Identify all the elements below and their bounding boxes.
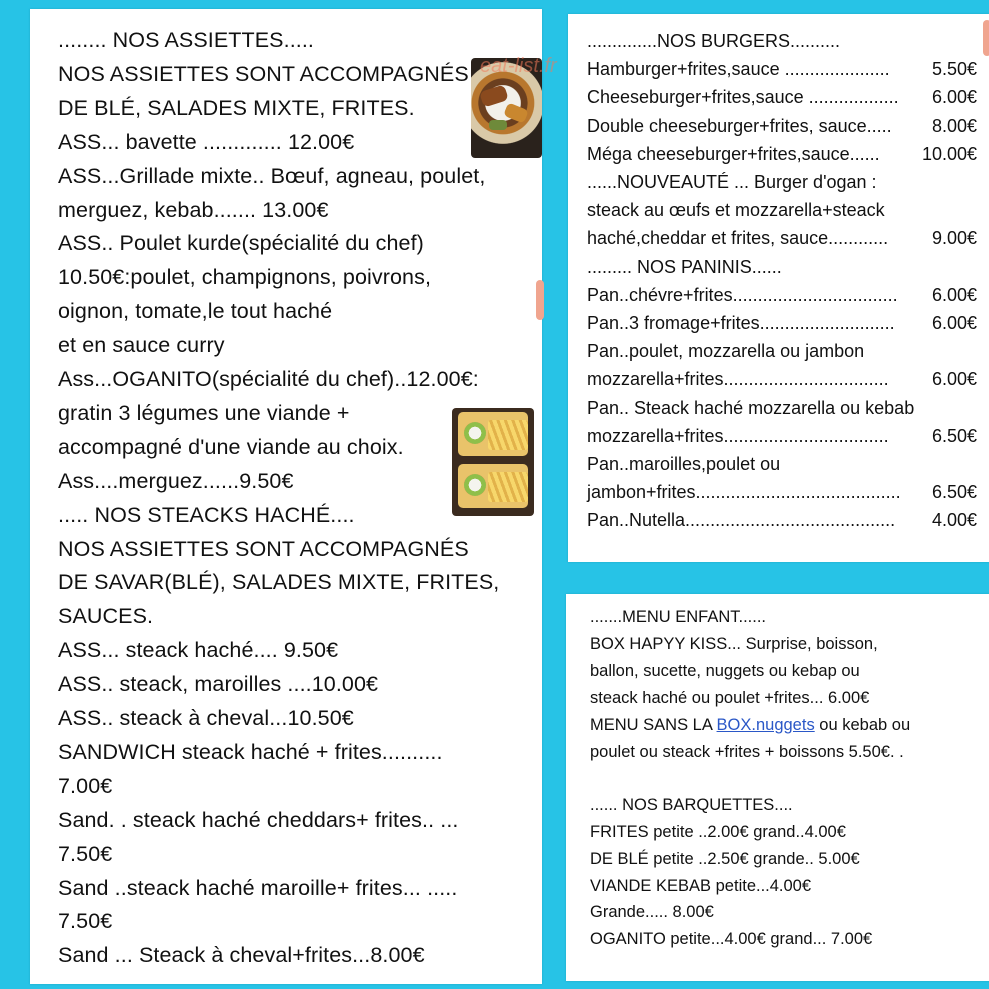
- assiettes-line: Sand. . steack haché cheddars+ frites.. ...: [58, 807, 459, 832]
- burger-menu-item-text: Pan..chévre+frites.................................: [587, 284, 898, 305]
- barquettes-title: ...... NOS BARQUETTES....: [590, 796, 793, 814]
- assiettes-line: ASS... steack haché.... 9.50€: [58, 638, 339, 663]
- barquette-line: Grande..... 8.00€: [590, 903, 714, 922]
- burger-menu-item-text: Pan..maroilles,poulet ou: [587, 454, 781, 474]
- menu-panel-enfant-barquettes: [566, 594, 989, 981]
- burger-menu-item-price: 6.00€: [931, 369, 977, 390]
- burger-menu-row: [587, 510, 983, 531]
- assiettes-line: accompagné d'une viande au choix.: [58, 434, 404, 459]
- burger-menu-item-price: 6.50€: [931, 482, 977, 503]
- burger-menu-item-text: Pan..3 fromage+frites...........................: [587, 313, 895, 333]
- burger-menu-item-text: haché,cheddar et frites, sauce............: [587, 228, 889, 249]
- decorative-tab: [536, 280, 544, 320]
- assiettes-line: DE BLÉ, SALADES MIXTE, FRITES.: [58, 95, 415, 120]
- barquette-line: VIANDE KEBAB petite...4.00€: [590, 876, 812, 895]
- burger-menu-row: [587, 31, 983, 52]
- burger-menu-row: [587, 369, 983, 390]
- burger-menu-item-price: 9.00€: [931, 228, 977, 249]
- assiettes-line: oignon, tomate,le tout haché: [58, 299, 333, 324]
- burger-menu-item-text: jambon+frites.........................................: [587, 482, 901, 503]
- assiettes-line: ASS.. steack, maroilles ....10.00€: [58, 672, 379, 697]
- assiettes-line: 7.50€: [58, 841, 113, 866]
- barquette-line: FRITES petite ..2.00€ grand..4.00€: [590, 823, 846, 841]
- menu-sans-box-line-1: [590, 716, 910, 735]
- burger-menu-row: [587, 482, 983, 503]
- box-happy-kiss-line-2: ballon, sucette, nuggets ou kebap ou: [590, 662, 860, 680]
- burger-menu-row: [587, 116, 983, 137]
- burger-menu-row: [587, 426, 983, 447]
- burger-menu-item-text: Hamburger+frites,sauce .....................: [587, 59, 890, 80]
- menu-panel-burgers-paninis: [568, 14, 989, 562]
- burger-menu-row: [587, 454, 983, 475]
- burger-menu-item-text: mozzarella+frites.................................: [587, 369, 889, 390]
- burger-menu-row: [587, 341, 983, 362]
- assiettes-line: 7.00€: [58, 773, 113, 798]
- burger-menu-item-price: 6.50€: [931, 425, 977, 446]
- burger-menu-row: [587, 172, 983, 193]
- assiettes-line: Ass....merguez......9.50€: [58, 468, 294, 493]
- burger-menu-item-price: 8.00€: [931, 115, 977, 136]
- burger-menu-item-text: ......NOUVEAUTÉ ... Burger d'ogan :: [587, 172, 877, 192]
- assiettes-line: Sand ... Steack à cheval+frites...8.00€: [58, 943, 425, 968]
- burger-menu-row: [587, 257, 983, 278]
- burger-menu-item-price: 10.00€: [921, 143, 977, 164]
- assiettes-line: SAUCES.: [58, 604, 154, 629]
- burger-menu-row: [587, 398, 983, 419]
- assiettes-line: gratin 3 légumes une viande +: [58, 400, 350, 425]
- burger-menu-row: [587, 144, 983, 165]
- burger-menu-item-price: 6.00€: [931, 313, 977, 333]
- burger-menu-item-text: mozzarella+frites.................................: [587, 425, 889, 446]
- barquette-line: OGANITO petite...4.00€ grand... 7.00€: [590, 930, 873, 949]
- burger-menu-row: [587, 59, 983, 80]
- assiettes-line: Ass...OGANITO(spécialité du chef)..12.00€:: [58, 367, 479, 391]
- assiettes-line: Sand ..steack haché maroille+ frites... .....: [58, 875, 458, 900]
- assiettes-line: 10.50€:poulet, champignons, poivrons,: [58, 265, 432, 290]
- burger-menu-item-text: Pan..Nutella..........................................: [587, 510, 896, 531]
- burger-menu-row: [587, 87, 983, 108]
- burger-menu-item-text: Méga cheeseburger+frites,sauce......: [587, 143, 880, 164]
- assiettes-line: DE SAVAR(BLÉ), SALADES MIXTE, FRITES,: [58, 570, 500, 595]
- burger-menu-item-price: 4.00€: [931, 510, 977, 531]
- assiettes-line: NOS ASSIETTES SONT ACCOMPAGNÉS: [58, 61, 469, 86]
- burger-menu-item-price: 6.00€: [931, 87, 977, 108]
- menu-sans-box-line-2: poulet ou steack +frites + boissons 5.50€. .: [590, 743, 904, 761]
- assiettes-line: ........ NOS ASSIETTES.....: [58, 28, 314, 52]
- menu-sans-box-suffix: ou kebab ou: [814, 716, 911, 734]
- burger-menu-item-text: Double cheeseburger+frites, sauce.....: [587, 115, 892, 136]
- food-photo-barquettes: [452, 408, 534, 516]
- burger-menu-item-text: Pan.. Steack haché mozzarella ou kebab: [587, 397, 915, 418]
- burger-menu-item-text: steack au œufs et mozzarella+steack: [587, 200, 885, 221]
- menu-enfant-title: .......MENU ENFANT......: [590, 608, 767, 626]
- burger-menu-row: [587, 313, 983, 334]
- assiettes-line: 7.50€: [58, 909, 113, 934]
- burger-menu-row: [587, 200, 983, 221]
- burger-menu-row: [587, 228, 983, 249]
- burger-menu-item-text: Pan..poulet, mozzarella ou jambon: [587, 341, 865, 362]
- assiettes-line: ASS.. Poulet kurde(spécialité du chef): [58, 231, 424, 256]
- barquette-line: DE BLÉ petite ..2.50€ grande.. 5.00€: [590, 849, 860, 868]
- burger-menu-row: [587, 285, 983, 306]
- burger-menu-item-text: Cheeseburger+frites,sauce ..................: [587, 87, 899, 108]
- assiettes-line: et en sauce curry: [58, 333, 225, 358]
- decorative-tab: [983, 20, 989, 56]
- burger-menu-item-text: ......... NOS PANINIS......: [587, 256, 782, 277]
- assiettes-line: ASS...Grillade mixte.. Bœuf, agneau, poulet,: [58, 163, 486, 188]
- box-happy-kiss-line-1: BOX HAPYY KISS... Surprise, boisson,: [590, 635, 878, 653]
- menu-sans-box-prefix: MENU SANS LA: [590, 716, 717, 734]
- assiettes-line: SANDWICH steack haché + frites..........: [58, 739, 443, 764]
- burger-menu-item-price: 5.50€: [931, 59, 977, 80]
- assiettes-line: ..... NOS STEACKS HACHÉ....: [58, 502, 355, 527]
- assiettes-line: merguez, kebab....... 13.00€: [58, 197, 329, 222]
- assiettes-line: ASS... bavette ............. 12.00€: [58, 129, 355, 154]
- assiettes-line: ASS.. steack à cheval...10.50€: [58, 706, 354, 730]
- burger-menu-item-text: ..............NOS BURGERS..........: [587, 31, 841, 51]
- assiettes-line: NOS ASSIETTES SONT ACCOMPAGNÉS: [58, 536, 469, 561]
- box-nuggets-link[interactable]: BOX.nuggets: [716, 716, 815, 734]
- burger-menu-item-price: 6.00€: [931, 284, 977, 305]
- watermark-text: eat-list.fr: [480, 55, 557, 77]
- box-happy-kiss-line-3: steack haché ou poulet +frites... 6.00€: [590, 689, 870, 707]
